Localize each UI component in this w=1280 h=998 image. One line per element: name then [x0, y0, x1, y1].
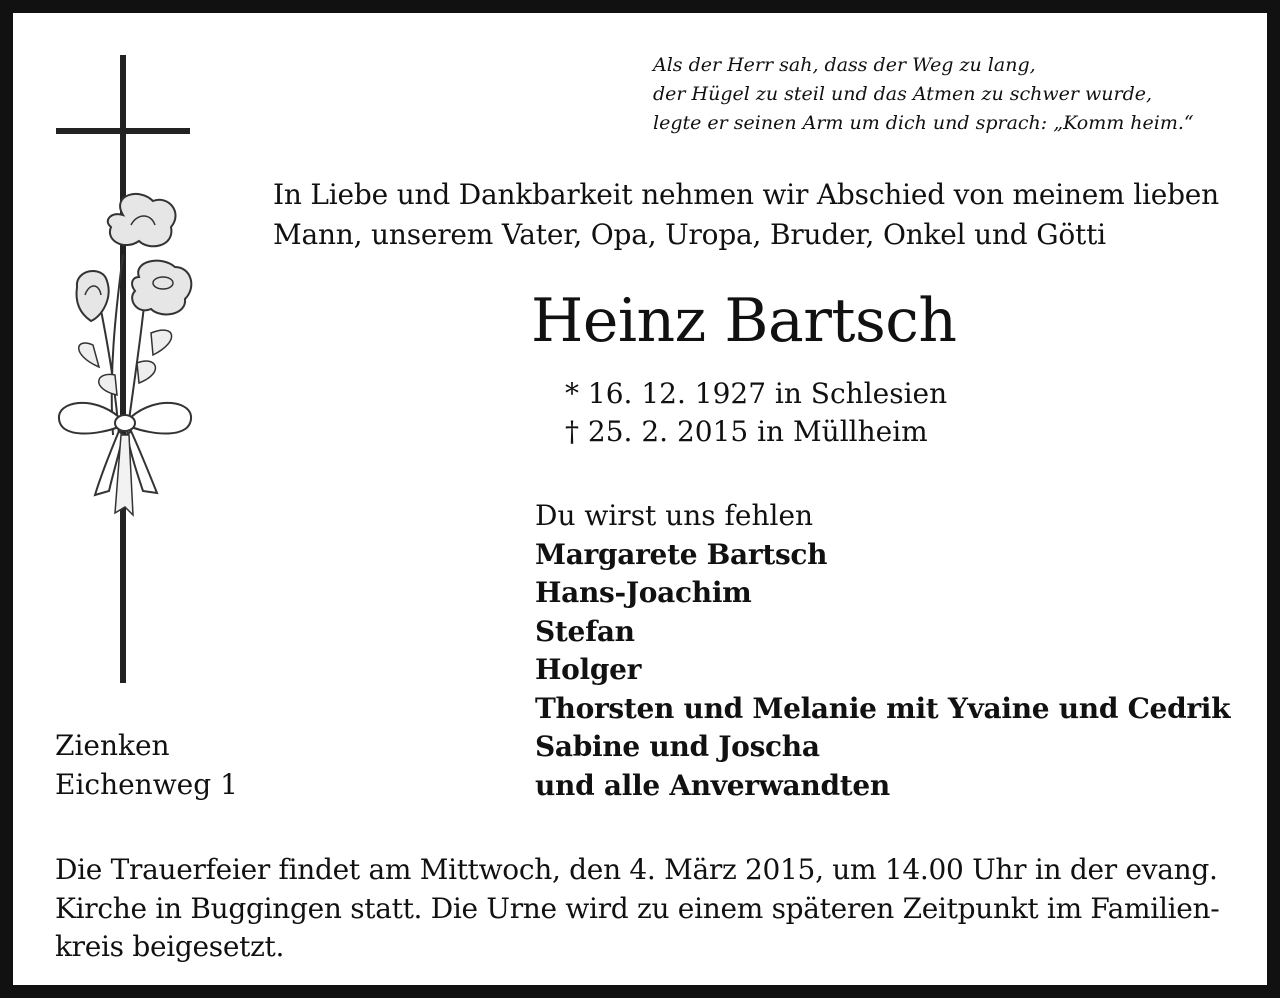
ceremony-line: kreis beigesetzt.: [55, 930, 285, 963]
mourner-name: Margarete Bartsch: [535, 537, 828, 571]
mourner-name: Holger: [535, 653, 642, 686]
mourner-name: Thorsten und Melanie mit Yvaine und Cedrik: [535, 691, 1231, 725]
quote-line: Als der Herr sah, dass der Weg zu lang,: [653, 54, 1036, 76]
quote-line: legte er seinen Arm um dich und sprach: „Komm heim.“: [653, 112, 1194, 134]
mourners-list: [535, 497, 1230, 805]
mourner-name: Sabine und Joscha: [535, 730, 820, 763]
death-date: † 25. 2. 2015 in Müllheim: [565, 415, 928, 448]
family-address: [55, 727, 238, 804]
deceased-name: Heinz Bartsch: [531, 286, 957, 356]
quote-line: der Hügel zu steil und das Atmen zu schwer wurde,: [653, 83, 1153, 105]
cross-with-roses-icon: [53, 55, 203, 687]
life-dates: [565, 375, 947, 451]
memorial-quote: [653, 51, 1194, 138]
closing-phrase: Du wirst uns fehlen: [535, 499, 814, 532]
ceremony-line: Kirche in Buggingen statt. Die Urne wird zu einem späteren Zeitpunkt im Familien-: [55, 891, 1220, 925]
intro-line: In Liebe und Dankbarkeit nehmen wir Abschied von meinem lieben: [273, 178, 1220, 211]
ceremony-details: [55, 851, 1219, 967]
address-street: Eichenweg 1: [55, 767, 238, 801]
intro-line: Mann, unserem Vater, Opa, Uropa, Bruder, Onkel und Götti: [273, 218, 1106, 251]
ceremony-line: Die Trauerfeier findet am Mittwoch, den 4. März 2015, um 14.00 Uhr in der evang.: [55, 853, 1218, 886]
farewell-intro: [273, 175, 1219, 255]
address-town: Zienken: [55, 729, 170, 762]
mourner-name: Stefan: [535, 614, 635, 648]
mourner-name: Hans-Joachim: [535, 576, 752, 609]
mourner-name: und alle Anverwandten: [535, 768, 890, 802]
birth-date: * 16. 12. 1927 in Schlesien: [565, 377, 948, 410]
